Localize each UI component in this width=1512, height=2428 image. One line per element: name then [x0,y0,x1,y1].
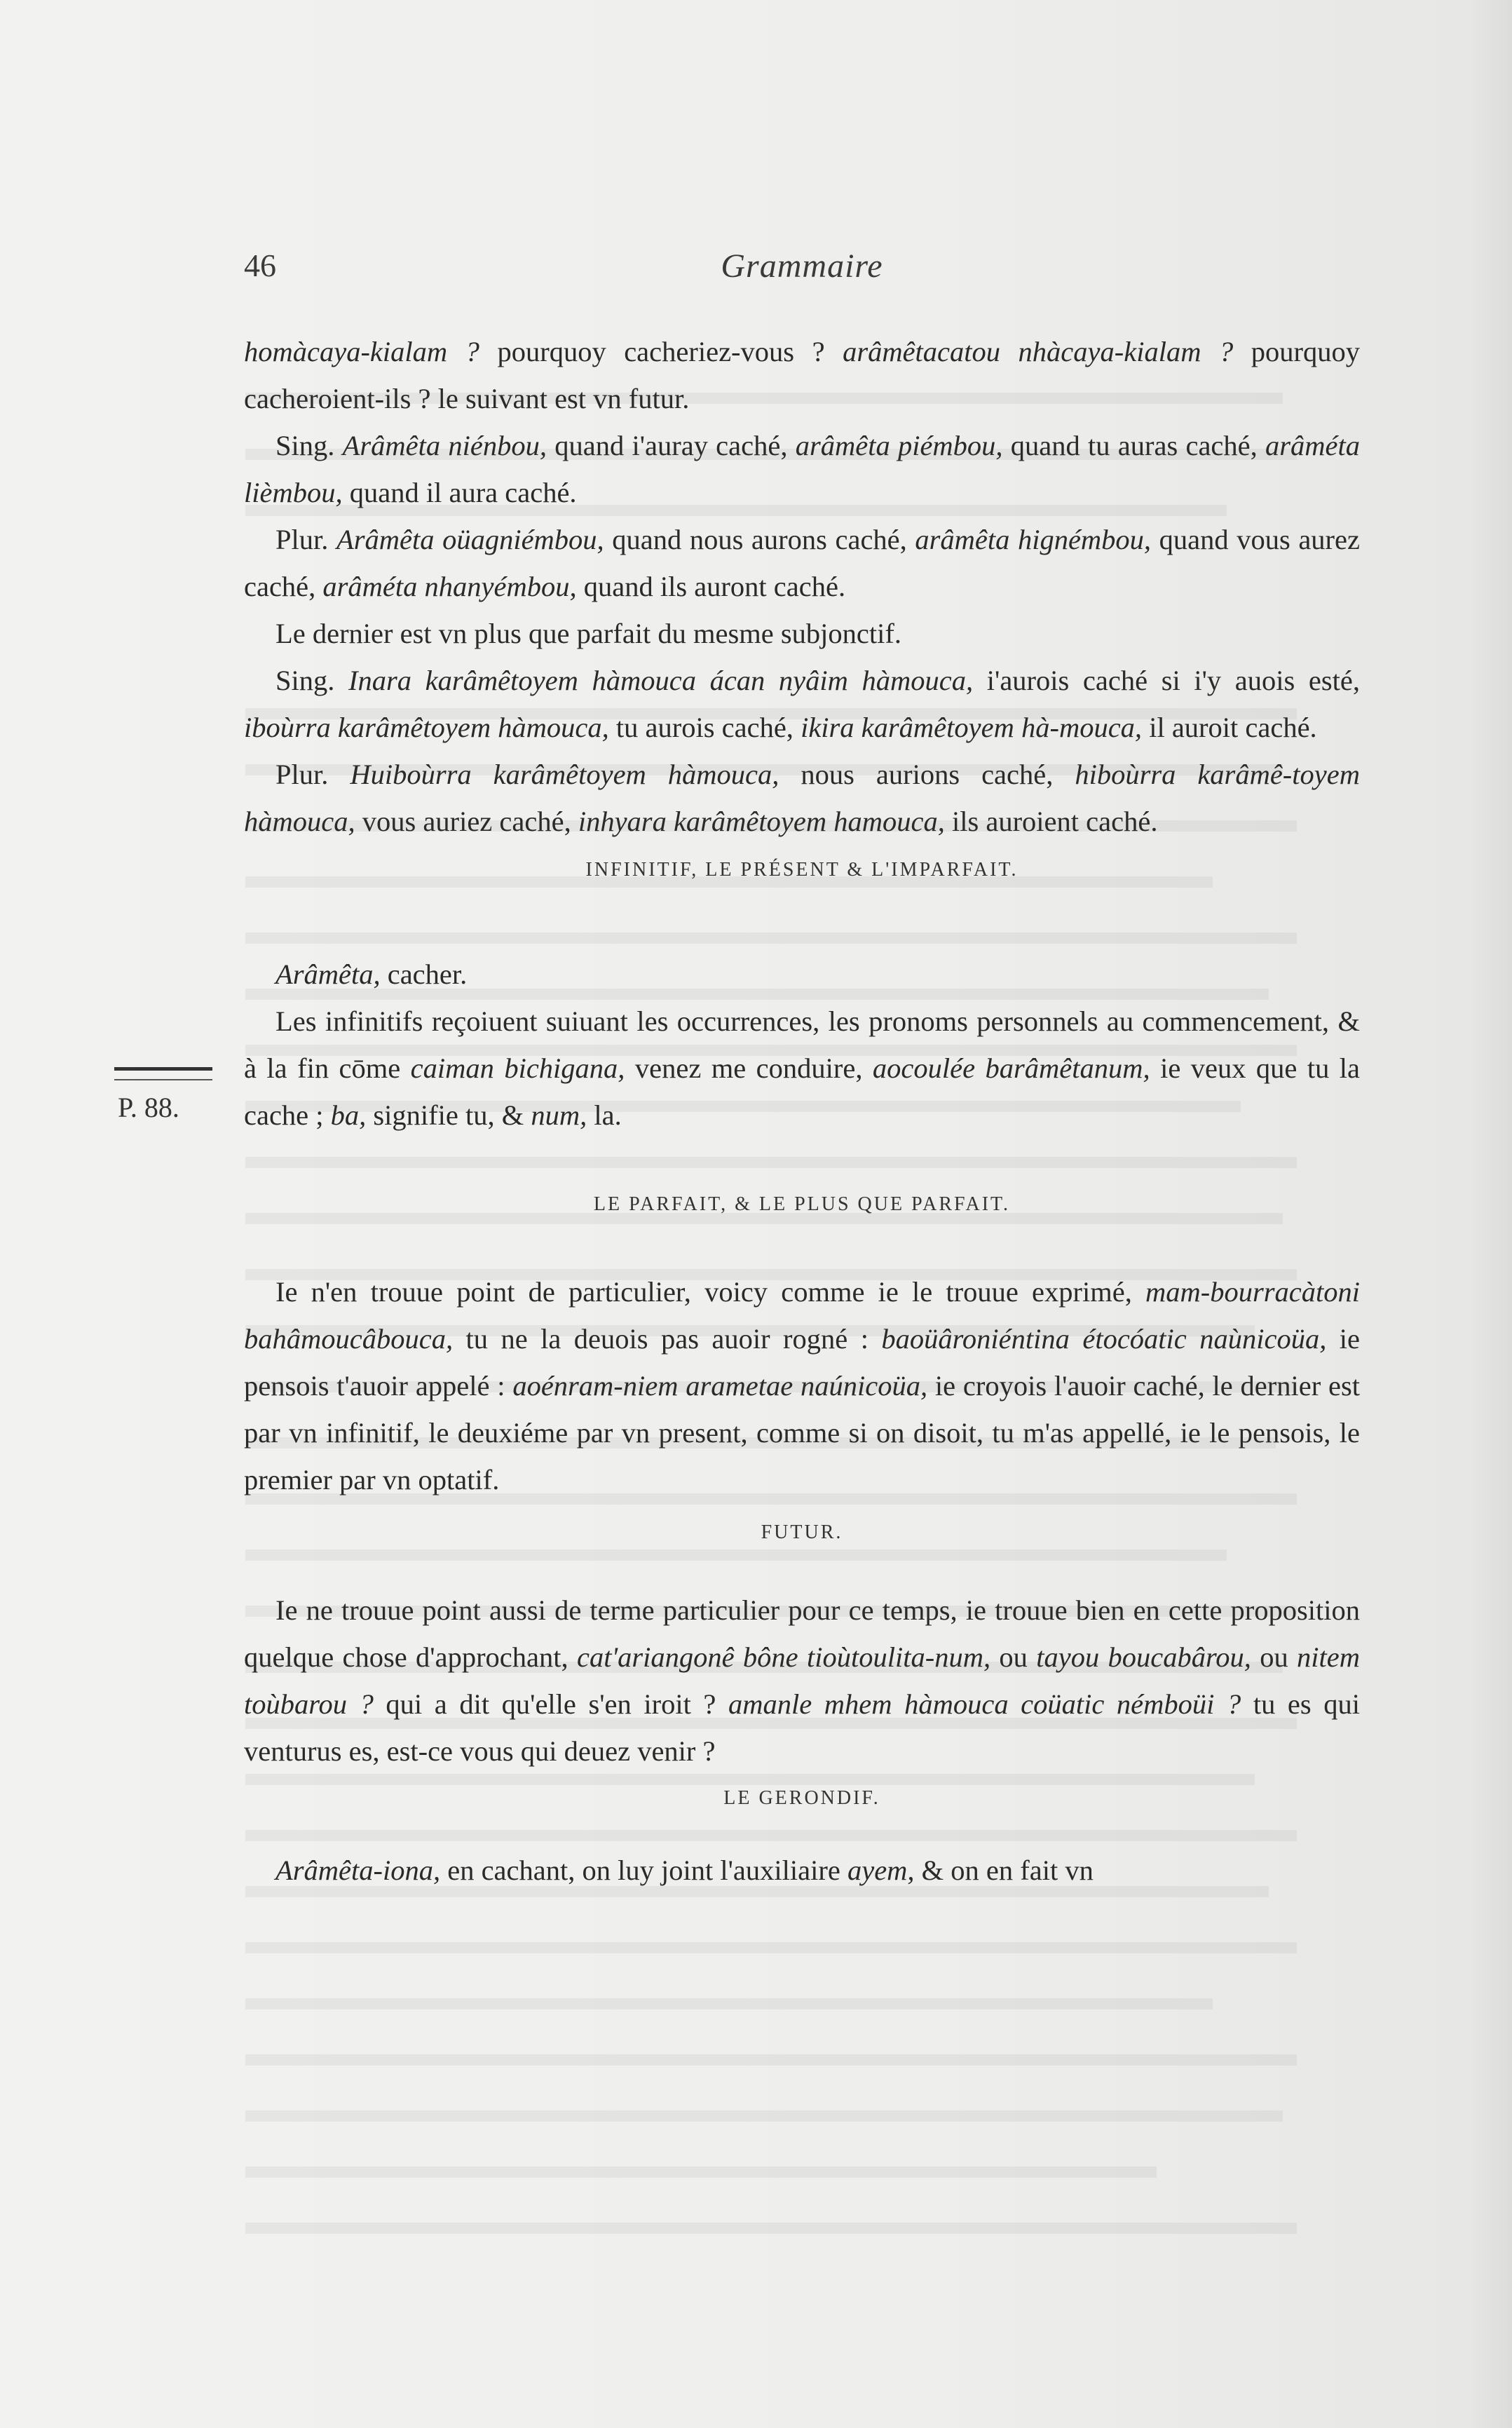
margin-rule [114,1067,212,1080]
italic-term: arâméta nhanyémbou, [322,571,577,602]
italic-term: amanle mhem hàmouca coüatic némboüi ? [728,1688,1241,1720]
text-run: Le dernier est vn plus que parfait du mesme subjonctif. [275,618,901,649]
italic-term: arâmêta piémbou, [795,430,1003,461]
text-run: ie croyois l'auoir caché, le dernier est par vn infinitif, le deuxiéme par vn present, comme si on disoit, tu m'as appellé, ie le pensois, le premier par vn optatif. [244,1370,1360,1496]
section-heading-futur: FUTUR. [761,1521,843,1543]
running-title: Grammaire [721,247,883,285]
italic-term: arâmêta hignémbou, [915,524,1152,555]
paragraph [244,751,1360,845]
italic-term: ikira karâmêtoyem hà-mouca, [801,712,1143,743]
page-number: 46 [244,247,276,283]
text-run: en cachant, on luy joint l'auxiliaire [440,1854,847,1886]
paragraph [244,610,1360,657]
text-run: tu aurois caché, [608,712,801,743]
text-run: Plur. [275,759,350,790]
paragraph [244,998,1360,1139]
italic-term: Arâmêta-iona, [275,1854,441,1886]
italic-term: cat'ariangonê bône tioùtoulita-num, [576,1641,991,1673]
italic-term: hiboùrra karâmê-toyem hàmouca, [244,759,1360,837]
text-run: cacher. [380,958,468,990]
text-run: Ie n'en trouue point de particulier, voicy comme ie le trouue exprimé, [275,1276,1145,1308]
paragraph [244,328,1360,422]
paragraph [244,1587,1360,1775]
page-header [244,247,1360,289]
italic-term: Huiboùrra karâmêtoyem hàmouca, [350,759,779,790]
italic-term: iboùrra karâmêtoyem hàmouca, [244,712,609,743]
text-run: Plur. [275,524,336,555]
italic-term: aoénram-niem arametae naúnicoüa, [512,1370,928,1402]
text-run: quand tu auras caché, [1002,430,1265,461]
italic-term: tayou boucabârou, [1036,1641,1251,1673]
italic-term: nitem toùbarou ? [244,1641,1361,1720]
text-run: tu es qui venturus es, est-ce vous qui deuez venir ? [244,1688,1360,1767]
margin-page-reference: P. 88. [118,1092,179,1123]
text-run: ou [1251,1641,1298,1673]
text-run: qui a dit qu'elle s'en iroit ? [373,1688,728,1720]
italic-term: inhyara karâmêtoyem hamouca, [578,806,945,837]
paragraph [244,516,1360,610]
italic-term: ayem, [847,1854,915,1886]
paragraph [244,657,1360,751]
text-run: quand il aura caché. [342,477,577,508]
text-run: venez me conduire, [625,1052,873,1084]
italic-term: Inara karâmêtoyem hàmouca ácan nyâim hàmouca, [348,665,974,696]
italic-term: num, [531,1099,587,1131]
text-run: quand i'auray caché, [546,430,796,461]
italic-term: baoüâroniéntina étocóatic naùnicoüa, [881,1323,1327,1355]
text-run: ou [990,1641,1037,1673]
text-run: quand ils auront caché. [576,571,846,602]
body-text [244,328,1360,1894]
text-run: pourquoy cacheroient-ils ? le suivant est vn futur. [244,336,1360,414]
text-run: quand vous aurez caché, [244,524,1360,602]
italic-term: aocoulée barâmêtanum, [872,1052,1150,1084]
italic-term: Arâmêta niénbou, [342,430,547,461]
text-run: quand nous aurons caché, [604,524,915,555]
text-run: Ie ne trouue point aussi de terme particulier pour ce temps, ie trouue bien en cette proposition quelque chose d'approchant, [244,1594,1360,1673]
italic-term: ba, [330,1099,367,1131]
italic-term: Arâmêta oüagniémbou, [336,524,604,555]
text-run: vous auriez caché, [355,806,578,837]
text-run: & on en fait vn [914,1854,1094,1886]
section-heading-infinitif: INFINITIF, LE PRÉSENT & L'IMPARFAIT. [585,859,1019,881]
text-run: tu ne la deuois pas auoir rogné : [453,1323,882,1355]
italic-term: arâméta lièmbou, [244,430,1360,508]
text-run: la. [587,1099,622,1131]
text-run: i'aurois caché si i'y auois esté, [973,665,1360,696]
text-run: ils auroient caché. [944,806,1158,837]
paragraph [244,1847,1360,1894]
text-run: ie pensois t'auoir appelé : [244,1323,1360,1402]
text-run: Sing. [275,665,349,696]
text-run: ie veux que tu la cache ; [244,1052,1360,1131]
text-run: nous aurions caché, [779,759,1075,790]
text-run: signifie tu, & [366,1099,531,1131]
text-run: pourquoy cacheriez-vous ? [479,336,843,367]
text-run: Sing. [275,430,343,461]
section-heading-gerondif: LE GERONDIF. [723,1787,880,1809]
italic-term: mam-bourracàtoni bahâmoucâbouca, [244,1276,1360,1355]
text-run: il auroit caché. [1142,712,1317,743]
text-run: Les infinitifs reçoiuent suiuant les occurrences, les pronoms personnels au commencement, & à la fin cōme [244,1005,1360,1084]
paragraph [244,422,1360,516]
italic-term: Arâmêta, [275,958,381,990]
section-heading-parfait: LE PARFAIT, & LE PLUS QUE PARFAIT. [593,1193,1011,1215]
paragraph [244,951,1360,998]
italic-term: arâmêtacatou nhàcaya-kialam ? [843,336,1234,367]
italic-term: caiman bichigana, [410,1052,625,1084]
italic-term: homàcaya-kialam ? [244,336,479,367]
paragraph [244,1268,1360,1503]
